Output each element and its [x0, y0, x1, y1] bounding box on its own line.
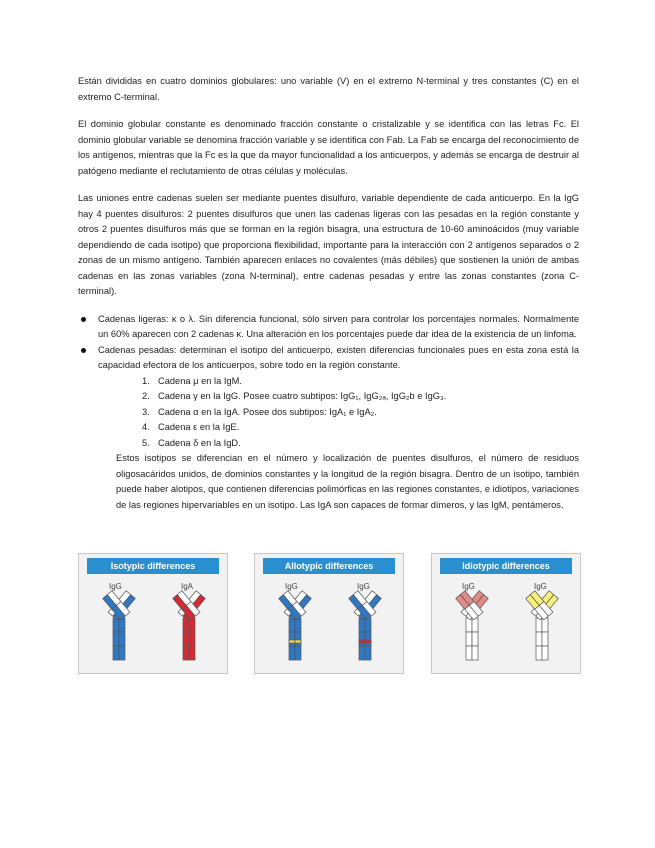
- heavy-chain-domain: [119, 646, 125, 660]
- bullet-light-chains: Cadenas ligeras: κ o λ. Sin diferencia funcional, sólo sirven para controlar los porcentajes normales. Normalmente un 60% aparecen con 2 cadenas κ. Una alteración en los porcentajes puede dar idea de la existencia de un linfoma.: [98, 312, 579, 343]
- paragraph-domains: Están divididas en cuatro dominios globulares: uno variable (V) en el extremo N-terminal y tres constantes (C) en el extremo C-terminal.: [78, 76, 579, 102]
- antibody-figure: [78, 553, 579, 673]
- panel-isotypic: [78, 553, 228, 674]
- antibody-label: IgG: [285, 582, 298, 591]
- heavy-chain-domain: [183, 618, 189, 632]
- antibody-label: IgA: [181, 582, 194, 591]
- antibody-label: IgG: [534, 582, 547, 591]
- bullet-heavy-chains: [98, 343, 579, 374]
- heavy-chain-domain: [466, 618, 472, 632]
- heavy-chain-domain: [542, 618, 548, 632]
- panel-title: Isotypic differences: [87, 558, 219, 574]
- paragraph-fc-fab: El dominio globular constante es denominado fracción constante o cristalizable y se identifica con las letras Fc. El dominio globular variable se denomina fracción variable y se identifica con Fab. La Fab se encarga del reconocimiento de los antígenos, mientras que la Fc es la que da mayor funcionalidad a los anticuerpos, y además se encarga de destruir al patógeno mediante el reclutamiento de otras células y moléculas.: [78, 119, 579, 176]
- heavy-chain-domain: [183, 632, 189, 646]
- heavy-chain-domain: [113, 618, 119, 632]
- paragraph-disulfide: Las uniones entre cadenas suelen ser mediante puentes disulfuro, variable dependiente de cada anticuerpo. En la IgG hay 4 puentes disulfuros: 2 puentes disulfuros que unen las cadenas ligeras con las pesadas en la región constante y otros 2 puentes disulfuros más que se forman en la región bisagra, una estructura de 10-60 aminoácidos (muy variable dependiendo de cada isotipo) que proporciona flexibilidad, importante para la interacción con 2 antígenos separados o 2 zonas de un mismo antígeno. También aparecen enlaces no covalentes (más débiles) que sostienen la unión de ambas cadenas en las zonas variables (zona N-terminal), entre cadenas pesadas y entre las zonas constantes (zona C-terminal).: [78, 193, 579, 296]
- heavy-chain-domain: [295, 646, 301, 660]
- heavy-chain-domain: [365, 646, 371, 660]
- antibody-pair-idiotypic: [432, 576, 580, 672]
- panel-allotypic: [254, 553, 404, 674]
- antibody-label: IgG: [462, 582, 475, 591]
- antibody-label: IgG: [109, 582, 122, 591]
- allotype-marker: [289, 640, 295, 643]
- chain-bullet-list: [78, 312, 579, 374]
- heavy-chain-domain: [365, 632, 371, 646]
- paragraph-isotype-differences: Estos isotipos se diferencian en el número y localización de puentes disulfuros, el número de residuos oligosacáridos unidos, de dominios constantes y la longitud de la región bisagra. Dentro de un isotipo, también puede haber alotipos, que contienen diferencias polimórficas en las regiones constantes, e idiotipos, variaciones de las regiones hipervariables en un isotipo. Las IgA son capaces de formar dímeros, y las IgM, pentámeros.: [116, 453, 579, 510]
- isotype-list: [78, 374, 579, 452]
- allotype-marker: [365, 640, 371, 643]
- heavy-chain-domain: [472, 618, 478, 632]
- heavy-chain-domain: [466, 646, 472, 660]
- isotype-item: 1. Cadena μ en la IgM.: [142, 375, 242, 386]
- heavy-chain-domain: [119, 632, 125, 646]
- heavy-chain-domain: [466, 632, 472, 646]
- bullet-heavy-chains-text: Cadenas pesadas: determinan el isotipo del anticuerpo, existen diferencias funcionales pues en esta zona está la capacidad efectora de los anticuerpos, sobre todo en la región constante.: [98, 344, 579, 370]
- isotype-item: 2. Cadena γ en la IgG. Posee cuatro subtipos: IgG₁, IgG₂ₐ, IgG₂b e IgG₃.: [142, 391, 447, 401]
- heavy-chain-domain: [289, 632, 295, 646]
- heavy-chain-domain: [359, 618, 365, 632]
- heavy-chain-domain: [365, 618, 371, 632]
- antibody-label: IgG: [357, 582, 370, 591]
- allotype-marker: [359, 640, 365, 643]
- heavy-chain-domain: [189, 618, 195, 632]
- heavy-chain-domain: [472, 646, 478, 660]
- heavy-chain-domain: [542, 646, 548, 660]
- heavy-chain-domain: [113, 632, 119, 646]
- panel-idiotypic: [431, 553, 581, 674]
- heavy-chain-domain: [295, 618, 301, 632]
- heavy-chain-domain: [536, 646, 542, 660]
- isotype-item: 5. Cadena δ en la IgD.: [142, 437, 241, 448]
- antibody-pair-isotypic: [79, 576, 227, 672]
- heavy-chain-domain: [359, 632, 365, 646]
- heavy-chain-domain: [359, 646, 365, 660]
- heavy-chain-domain: [189, 632, 195, 646]
- isotype-item: 3. Cadena α en la IgA. Posee dos subtipos: IgA₁ e IgA₂.: [142, 406, 377, 417]
- heavy-chain-domain: [183, 646, 189, 660]
- heavy-chain-domain: [289, 618, 295, 632]
- heavy-chain-domain: [542, 632, 548, 646]
- heavy-chain-domain: [536, 632, 542, 646]
- heavy-chain-domain: [472, 632, 478, 646]
- heavy-chain-domain: [113, 646, 119, 660]
- heavy-chain-domain: [119, 618, 125, 632]
- isotype-item: 4. Cadena ε en la IgE.: [142, 422, 240, 432]
- heavy-chain-domain: [536, 618, 542, 632]
- panel-title: Allotypic differences: [263, 558, 395, 574]
- panel-title: Idiotypic differences: [440, 558, 572, 574]
- antibody-pair-allotypic: [255, 576, 403, 672]
- heavy-chain-domain: [289, 646, 295, 660]
- allotype-marker: [295, 640, 301, 643]
- document-body: [78, 74, 579, 513]
- heavy-chain-domain: [295, 632, 301, 646]
- heavy-chain-domain: [189, 646, 195, 660]
